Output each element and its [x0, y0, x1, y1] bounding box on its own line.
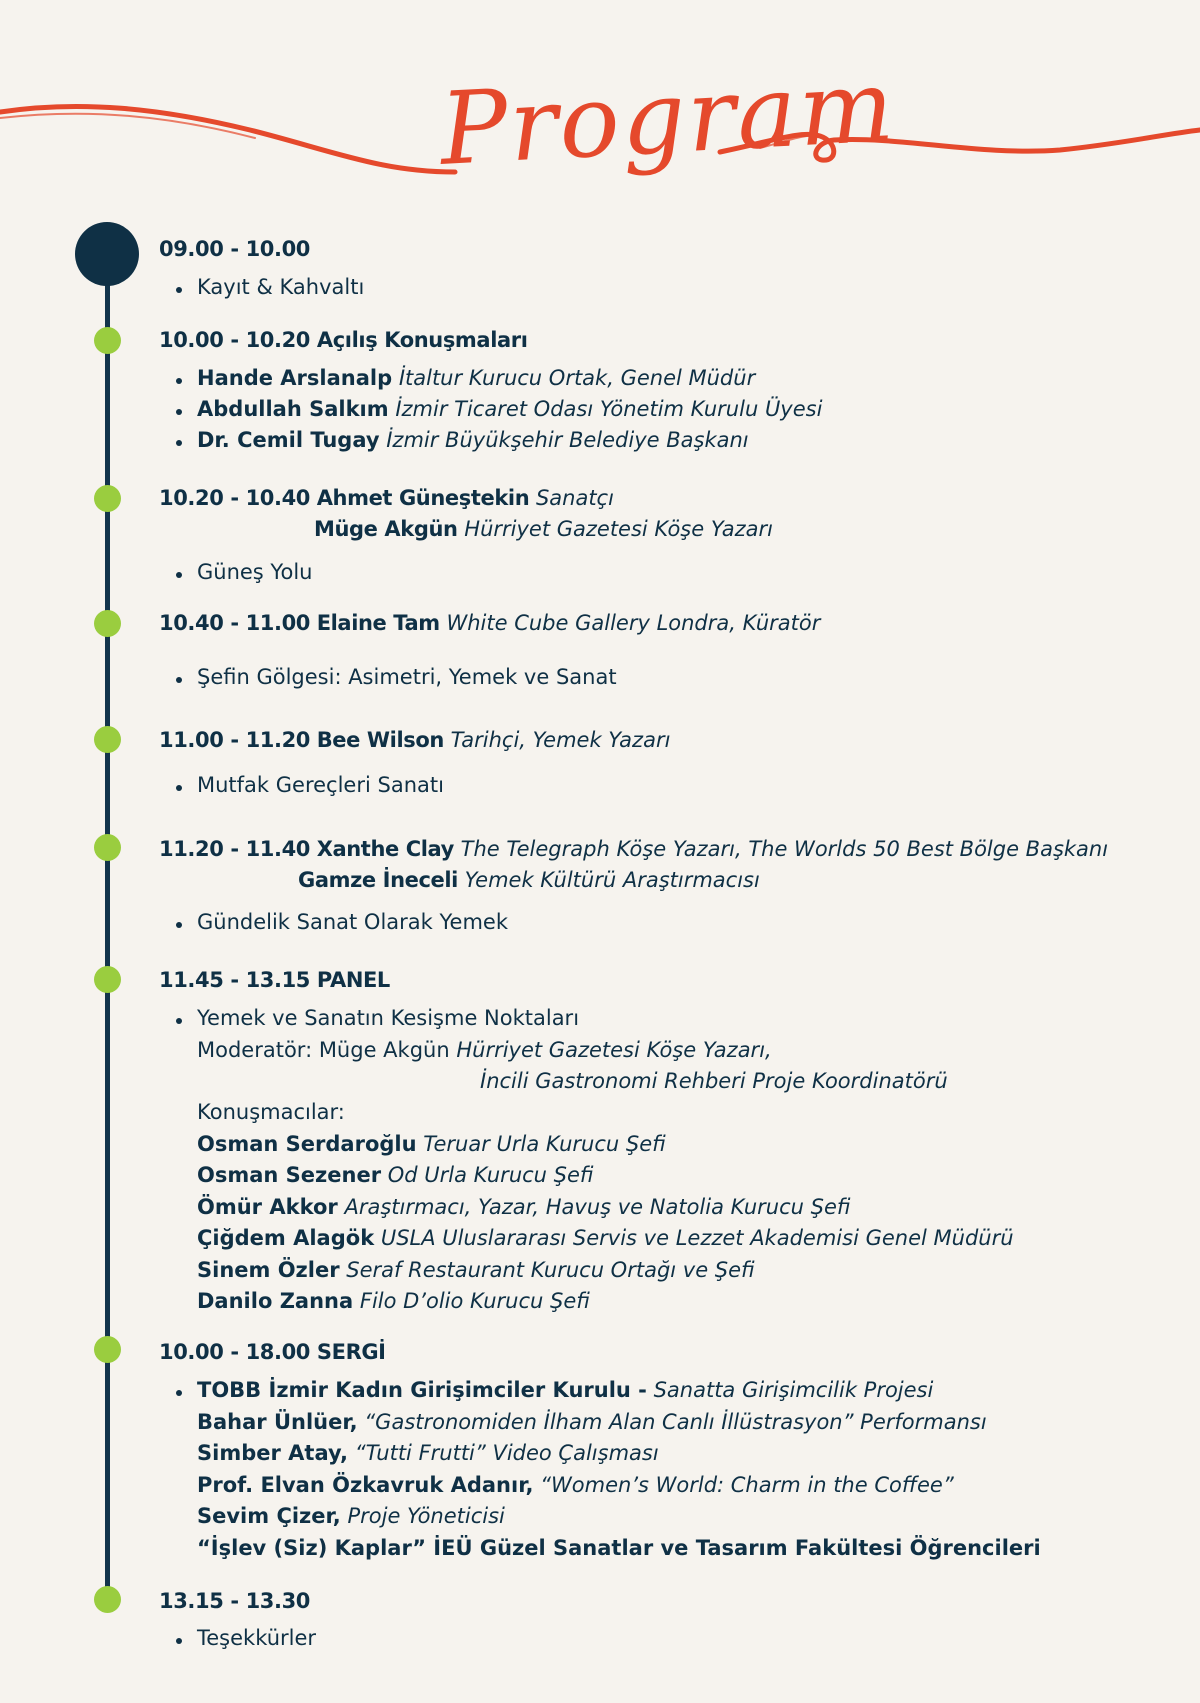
speaker-role: The Telegraph Köşe Yazarı, The Worlds 50 Best Bölge Başkanı [460, 837, 1109, 861]
speaker-name: Dr. Cemil Tugay [197, 428, 380, 452]
speaker-name: Danilo Zanna [197, 1289, 354, 1313]
exhibit-detail: Sanatta Girişimcilik Projesi [653, 1378, 934, 1402]
exhibit-line [197, 1441, 659, 1465]
speaker-role: Od Urla Kurucu Şefi [387, 1163, 594, 1187]
speaker-line [197, 1289, 590, 1313]
bullet [176, 785, 182, 791]
speaker-name: Hande Arslanalp [197, 366, 393, 390]
speaker-role: İzmir Ticaret Odası Yönetim Kurulu Üyesi [395, 397, 823, 421]
bullet [176, 1390, 182, 1396]
speaker-name: Gamze İneceli [298, 868, 458, 892]
moderator-label: Moderatör: Müge Akgün [197, 1038, 450, 1062]
speaker-name: Bee Wilson [316, 728, 444, 752]
speaker-role: White Cube Gallery Londra, Küratör [446, 611, 821, 635]
exhibit-detail: “Women’s World: Charm in the Coffee” [540, 1473, 954, 1497]
session-time: 10.40 - 11.00 [159, 611, 310, 635]
session-header [159, 486, 614, 510]
exhibit-name: Simber Atay, [197, 1441, 348, 1465]
speaker-role: Seraf Restaurant Kurucu Ortağı ve Şefi [346, 1258, 755, 1282]
timeline-line [105, 250, 110, 1600]
speakers-label: Konuşmacılar: [197, 1100, 345, 1124]
session-time: 13.15 - 13.30 [159, 1589, 310, 1613]
session-header [159, 837, 1108, 861]
bullet [176, 287, 182, 293]
exhibit-name: Bahar Ünlüer, [197, 1410, 358, 1434]
session-item: Kayıt & Kahvaltı [197, 275, 365, 299]
speaker-line [197, 1195, 850, 1219]
session-time: 11.45 - 13.15 PANEL [159, 968, 390, 992]
session-item: Teşekkürler [197, 1626, 317, 1650]
speaker-role: İtaltur Kurucu Ortak, Genel Müdür [398, 366, 756, 390]
speaker-role: Filo D’olio Kurucu Şefi [359, 1289, 590, 1313]
bullet [176, 1018, 182, 1024]
moderator-role: Hürriyet Gazetesi Köşe Yazarı, [456, 1038, 772, 1062]
timeline-dot [94, 966, 121, 993]
session-item: Mutfak Gereçleri Sanatı [197, 773, 444, 797]
moderator-line [197, 1038, 772, 1062]
exhibit-line [197, 1473, 954, 1497]
speaker-line [197, 1226, 1014, 1250]
speaker-name: Sinem Özler [197, 1258, 340, 1282]
session-item: Şefin Gölgesi: Asimetri, Yemek ve Sanat [197, 665, 617, 689]
exhibit-name: TOBB İzmir Kadın Girişimciler Kurulu - [197, 1378, 647, 1402]
session-time: 11.20 - 11.40 [159, 837, 310, 861]
timeline-start-circle [75, 222, 139, 286]
timeline-dot [94, 327, 121, 354]
speaker-line [197, 1163, 593, 1187]
speaker-role: Hürriyet Gazetesi Köşe Yazarı [464, 517, 773, 541]
bullet [176, 922, 182, 928]
speaker-name: Ahmet Güneştekin [316, 486, 530, 510]
speaker-line [197, 397, 822, 421]
speaker-name: Abdullah Salkım [197, 397, 389, 421]
moderator-role-cont: İncili Gastronomi Rehberi Proje Koordinatörü [480, 1069, 948, 1093]
exhibit-line [197, 1504, 505, 1528]
speaker-role: İzmir Büyükşehir Belediye Başkanı [386, 428, 749, 452]
exhibit-name: Prof. Elvan Özkavruk Adanır, [197, 1473, 534, 1497]
exhibit-line [197, 1378, 933, 1402]
exhibit-detail: “Tutti Frutti” Video Çalışması [354, 1441, 659, 1465]
speaker-name: Ömür Akkor [197, 1195, 338, 1219]
bullet [176, 440, 182, 446]
bullet [176, 409, 182, 415]
speaker-role: Sanatçı [535, 486, 614, 510]
page-title: Program [437, 47, 899, 188]
timeline-dot [94, 1336, 121, 1363]
speaker-line [197, 428, 749, 452]
session-time: 11.00 - 11.20 [159, 728, 310, 752]
timeline-dot [94, 485, 121, 512]
session-header-cont [314, 517, 773, 541]
speaker-line [197, 1132, 666, 1156]
speaker-name: Osman Serdaroğlu [197, 1132, 417, 1156]
speaker-role: Tarihçi, Yemek Yazarı [450, 728, 671, 752]
speaker-role: Araştırmacı, Yazar, Havuş ve Natolia Kurucu Şefi [344, 1195, 851, 1219]
session-header-cont [298, 868, 760, 892]
speaker-line [197, 1258, 755, 1282]
speaker-name: Osman Sezener [197, 1163, 382, 1187]
session-time: 10.00 - 10.20 Açılış Konuşmaları [159, 328, 528, 352]
timeline-dot [94, 610, 121, 637]
speaker-role: Teruar Urla Kurucu Şefi [423, 1132, 666, 1156]
exhibit-detail: “Gastronomiden İlham Alan Canlı İllüstrasyon” Performansı [364, 1410, 987, 1434]
speaker-line [197, 366, 755, 390]
session-header [159, 611, 820, 635]
speaker-role: Yemek Kültürü Araştırmacısı [464, 868, 760, 892]
bullet [176, 378, 182, 384]
exhibit-line [197, 1536, 1041, 1560]
session-time: 10.00 - 18.00 SERGİ [159, 1340, 386, 1364]
speaker-name: Müge Akgün [314, 517, 458, 541]
speaker-role: USLA Uluslararası Servis ve Lezzet Akademisi Genel Müdürü [380, 1226, 1014, 1250]
session-item: Güneş Yolu [197, 560, 313, 584]
session-time: 10.20 - 10.40 [159, 486, 310, 510]
exhibit-name: Sevim Çizer, [197, 1504, 341, 1528]
session-time: 09.00 - 10.00 [159, 237, 310, 261]
bullet [176, 1638, 182, 1644]
bullet [176, 677, 182, 683]
session-item: Gündelik Sanat Olarak Yemek [197, 910, 509, 934]
speaker-name: Xanthe Clay [316, 837, 454, 861]
session-item: Yemek ve Sanatın Kesişme Noktaları [197, 1006, 580, 1030]
timeline-dot [94, 726, 121, 753]
timeline-dot [94, 834, 121, 861]
exhibit-name: “İşlev (Siz) Kaplar” İEÜ Güzel Sanatlar ve Tasarım Fakültesi Öğrencileri [197, 1536, 1041, 1560]
session-header [159, 728, 670, 752]
timeline-dot [94, 1586, 121, 1613]
bullet [176, 572, 182, 578]
exhibit-line [197, 1410, 987, 1434]
speaker-name: Elaine Tam [316, 611, 440, 635]
speaker-name: Çiğdem Alagök [197, 1226, 375, 1250]
exhibit-detail: Proje Yöneticisi [347, 1504, 505, 1528]
